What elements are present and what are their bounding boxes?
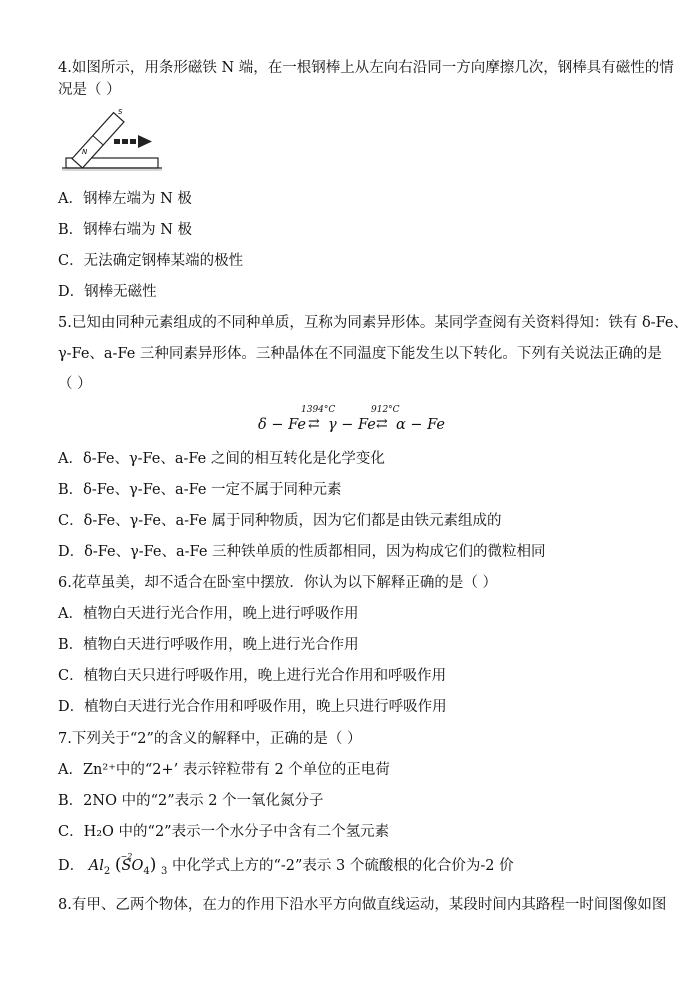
al-symbol: Al (88, 858, 104, 874)
q5-temp1: 1394°C (301, 405, 336, 415)
q7-option-a: A．Zn²⁺中的“2+’ 表示锌粒带有 2 个单位的正电荷 (58, 762, 390, 778)
q7-option-b: B．2NO 中的“2”表示 2 个一氧化氮分子 (58, 793, 324, 809)
s-with-charge (120, 852, 133, 876)
q7-option-d-text: 中化学式上方的“-2”表示 3 个硫酸根的化合价为-2 价 (171, 858, 514, 874)
q6-stem: 6.花草虽美，却不适合在卧室中摆放．你认为以下解释正确的是（ ） (58, 575, 497, 591)
q4-option-b: B．钢棒右端为 N 极 (58, 222, 193, 238)
sulfate-charge: −2 (120, 852, 133, 861)
q7-option-c: C．H₂O 中的“2”表示一个水分子中含有二个氢元素 (58, 824, 390, 840)
q5-temp2: 912°C (371, 405, 400, 415)
q6-option-c: C．植物白天只进行呼吸作用，晚上进行光合作用和呼吸作用 (58, 668, 447, 684)
q5-alpha-fe: α − Fe (396, 417, 446, 433)
q6-option-d: D．植物白天进行光合作用和呼吸作用，晚上只进行呼吸作用 (58, 699, 447, 715)
q5-conversion-formula (258, 405, 458, 437)
o-symbol: O (131, 858, 144, 874)
q5-delta-fe: δ − Fe (258, 417, 306, 433)
q4-option-a: A．钢棒左端为 N 极 (58, 191, 192, 207)
al-subscript: 2 (103, 865, 111, 877)
magnet-rubbing-diagram (62, 102, 162, 176)
q4-option-d: D．钢棒无磁性 (58, 284, 157, 300)
q5-gamma-fe: γ − Fe (328, 417, 376, 433)
q7-option-d (58, 852, 514, 881)
q5-stem-line3: （ ） (58, 376, 92, 392)
q6-option-b: B．植物白天进行呼吸作用，晚上进行光合作用 (58, 637, 359, 653)
q7-stem: 7.下列关于“2”的含义的解释中，正确的是（ ） (58, 731, 362, 747)
motion-arrow-icon (114, 135, 152, 148)
q6-option-a: A．植物白天进行光合作用，晚上进行呼吸作用 (58, 606, 359, 622)
open-paren: ( (114, 855, 122, 875)
s-symbol: S (121, 858, 132, 874)
q5-equilibrium-arrow-1: ⇄ (308, 416, 320, 432)
q4-stem-line1: 4.如图所示，用条形磁铁 N 端，在一根钢棒上从左向右沿同一方向摩擦几次，钢棒具有磁性的情 (58, 60, 674, 76)
q5-option-a: A．δ-Fe、γ-Fe、a-Fe 之间的相互转化是化学变化 (58, 451, 385, 467)
o-subscript: 4 (143, 865, 150, 877)
q5-option-d: D．δ-Fe、γ-Fe、a-Fe 三种铁单质的性质都相同，因为构成它们的微粒相同 (58, 544, 546, 560)
q5-option-b: B．δ-Fe、γ-Fe、a-Fe 一定不属于同种元素 (58, 482, 342, 498)
close-paren: ) (149, 855, 157, 875)
q4-option-c: C．无法确定钢棒某端的极性 (58, 253, 244, 269)
q8-stem: 8.有甲、乙两个物体，在力的作用下沿水平方向做直线运动，某段时间内其路程一时间图像如图 (58, 897, 667, 913)
q4-stem-line2: 况是（ ） (58, 82, 121, 98)
magnet-s-label: S (118, 108, 123, 116)
q7-option-d-prefix: D． (58, 858, 85, 874)
q5-equilibrium-arrow-2: ⇄ (376, 416, 388, 432)
group-subscript: 3 (161, 865, 168, 877)
q5-option-c: C．δ-Fe、γ-Fe、a-Fe 属于同种物质，因为它们都是由铁元素组成的 (58, 513, 502, 529)
q4-magnet-figure (62, 102, 162, 176)
q5-stem-line2: γ-Fe、a-Fe 三种同素异形体。三种晶体在不同温度下能发生以下转化。下列有关说法正确的是 (58, 346, 662, 362)
q5-stem-line1: 5.已知由同种元素组成的不同种单质，互称为同素异形体。某同学查阅有关资料得知：铁有 δ-Fe、 (58, 315, 688, 331)
magnet-n-label: N (82, 148, 88, 156)
